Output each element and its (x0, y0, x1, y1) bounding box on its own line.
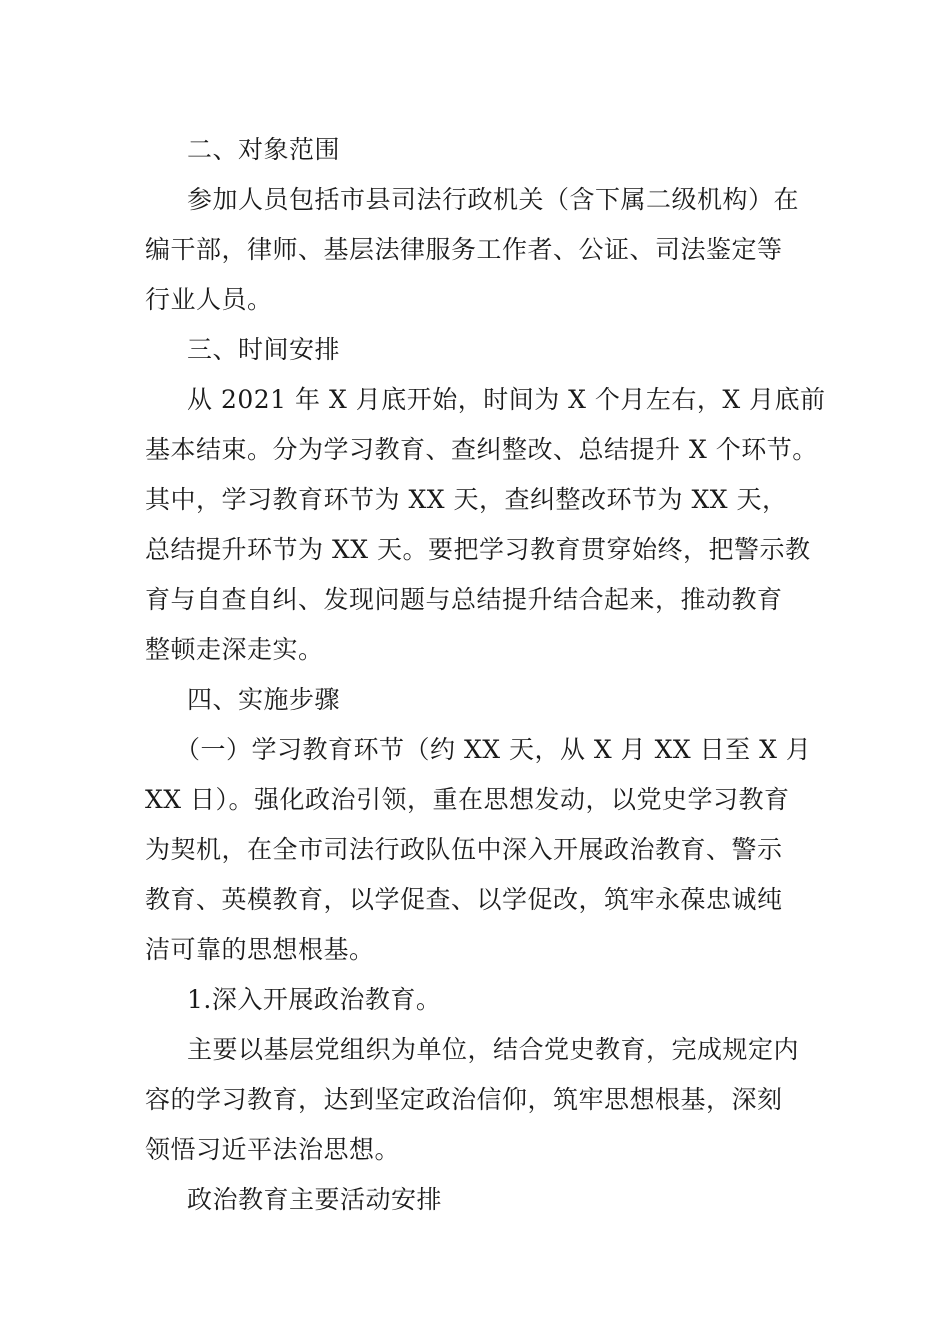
paragraph-line: 行业人员。 (145, 285, 273, 314)
paragraph-line: 容的学习教育，达到坚定政治信仰，筑牢思想根基，深刻 (145, 1085, 783, 1114)
subsection-heading: 1.深入开展政治教育。 (187, 985, 442, 1014)
paragraph-line: 基本结束。分为学习教育、查纠整改、总结提升 X 个环节。 (145, 435, 818, 464)
paragraph-line: 教育、英模教育，以学促查、以学促改，筑牢永葆忠诚纯 (145, 885, 783, 914)
paragraph-line: 育与自查自纠、发现问题与总结提升结合起来，推动教育 (145, 585, 783, 614)
paragraph-line: 整顿走深走实。 (145, 635, 324, 664)
paragraph-line: 编干部，律师、基层法律服务工作者、公证、司法鉴定等 (145, 235, 783, 264)
paragraph-line: 其中，学习教育环节为 XX 天，查纠整改环节为 XX 天， (145, 485, 788, 514)
paragraph-line: 从 2021 年 X 月底开始，时间为 X 个月左右，X 月底前 (187, 385, 826, 414)
paragraph-line: XX 日）。强化政治引领，重在思想发动，以党史学习教育 (145, 785, 790, 814)
paragraph-line: 为契机，在全市司法行政队伍中深入开展政治教育、警示 (145, 835, 783, 864)
paragraph-line: 政治教育主要活动安排 (187, 1185, 443, 1214)
paragraph-line: 主要以基层党组织为单位，结合党史教育，完成规定内 (187, 1035, 800, 1064)
section-heading-scope: 二、对象范围 (187, 135, 341, 164)
section-heading-steps: 四、实施步骤 (187, 685, 341, 714)
paragraph-line: 洁可靠的思想根基。 (145, 935, 375, 964)
paragraph-line: 领悟习近平法治思想。 (145, 1135, 401, 1164)
paragraph-line: （一）学习教育环节（约 XX 天，从 X 月 XX 日至 X 月 (175, 735, 812, 764)
paragraph-line: 参加人员包括市县司法行政机关（含下属二级机构）在 (187, 185, 800, 214)
section-heading-schedule: 三、时间安排 (187, 335, 341, 364)
paragraph-line: 总结提升环节为 XX 天。要把学习教育贯穿始终，把警示教 (145, 535, 811, 564)
